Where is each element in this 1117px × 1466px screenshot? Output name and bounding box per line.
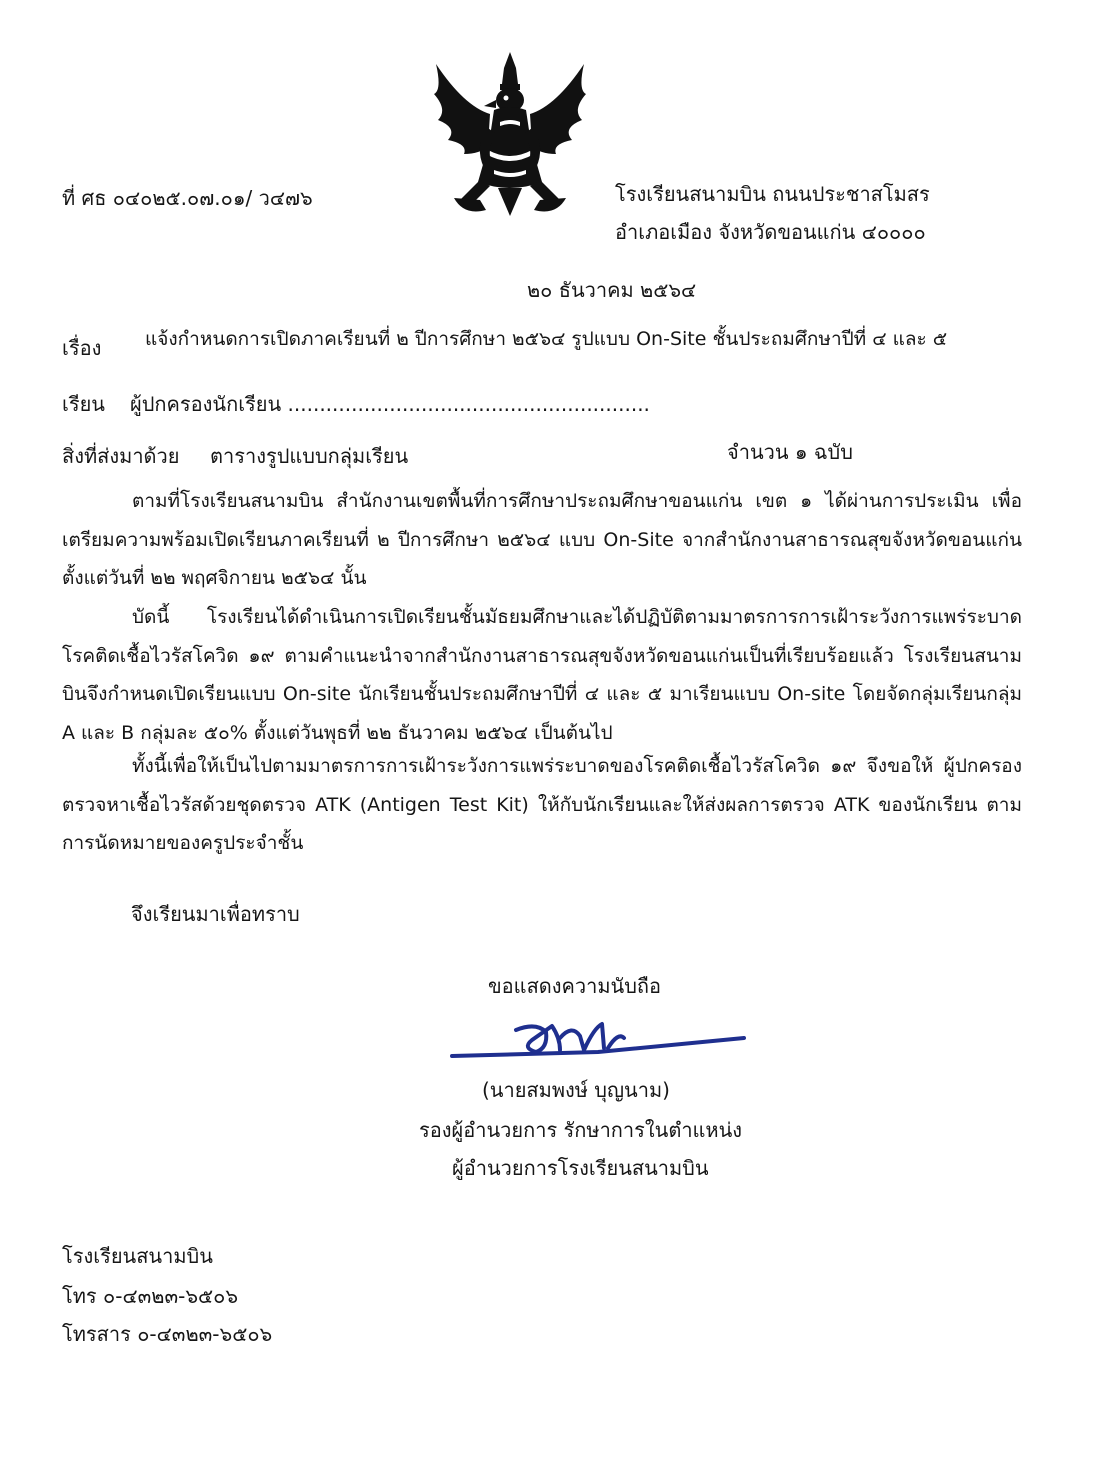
- school-address-line1: โรงเรียนสนามบิน ถนนประชาสโมสร: [615, 182, 930, 206]
- recipient-label: เรียน: [62, 392, 105, 416]
- footer-school: โรงเรียนสนามบิน: [62, 1244, 213, 1268]
- subject-text: แจ้งกำหนดการเปิดภาคเรียนที่ ๒ ปีการศึกษา ๒๕๖๔ รูปแบบ On-Site ชั้นประถมศึกษาปีที่ ๔ และ ๕: [145, 328, 948, 350]
- school-address-line2: อำเภอเมือง จังหวัดขอนแก่น ๔๐๐๐๐: [615, 220, 926, 244]
- enclosure-label: สิ่งที่ส่งมาด้วย: [62, 444, 180, 468]
- footer-phone: โทร ๐-๔๓๒๓-๖๕๐๖: [62, 1284, 239, 1308]
- subject-label: เรื่อง: [62, 336, 102, 360]
- recipient-text: ผู้ปกครองนักเรียน .........................................................: [130, 392, 650, 416]
- closing-line: จึงเรียนมาเพื่อทราบ: [131, 902, 300, 926]
- signer-position-1: รองผู้อำนวยการ รักษาการในตำแหน่ง: [419, 1118, 743, 1142]
- signer-name: (นายสมพงษ์ บุญนาม): [482, 1078, 670, 1102]
- reference-number: ที่ ศธ ๐๔๐๒๕.๐๗.๐๑/ ว๔๗๖: [62, 186, 313, 210]
- salutation: ขอแสดงความนับถือ: [488, 974, 662, 998]
- enclosure-text: ตารางรูปแบบกลุ่มเรียน: [210, 444, 409, 468]
- enclosure-count: จำนวน ๑ ฉบับ: [727, 440, 853, 464]
- handwritten-signature: [448, 1018, 748, 1066]
- letter-date: ๒๐ ธันวาคม ๒๕๖๔: [527, 278, 697, 302]
- signer-position-2: ผู้อำนวยการโรงเรียนสนามบิน: [452, 1156, 709, 1180]
- body-paragraph-3: ทั้งนี้เพื่อให้เป็นไปตามมาตรการการเฝ้าระวังการแพร่ระบาดของโรคติดเชื้อไวรัสโควิด ๑๙ จึงขอให้ ผู้ปกครองตรวจหาเชื้อไวรัสด้วยชุดตรวจ ATK (Antigen Test Kit) ให้กับนักเรียนและให้ส่งผลการตรวจ ATK ของนักเรียน ตามการนัดหมายของครูประจำชั้น: [62, 755, 1022, 854]
- garuda-emblem-icon: [424, 50, 596, 218]
- footer-fax: โทรสาร ๐-๔๓๒๓-๖๕๐๖: [62, 1322, 273, 1346]
- body-paragraph-1: ตามที่โรงเรียนสนามบิน สำนักงานเขตพื้นที่การศึกษาประถมศึกษาขอนแก่น เขต ๑ ได้ผ่านการประเมิน เพื่อเตรียมความพร้อมเปิดเรียนภาคเรียนที่ ๒ ปีการศึกษา ๒๕๖๔ แบบ On-Site จากสำนักงานสาธารณสุขจังหวัดขอนแก่น ตั้งแต่วันที่ ๒๒ พฤศจิกายน ๒๕๖๔ นั้น: [62, 490, 1022, 589]
- body-paragraph-2: บัดนี้ โรงเรียนได้ดำเนินการเปิดเรียนชั้นมัธยมศึกษาและได้ปฏิบัติตามมาตรการการเฝ้าระวังการแพร่ระบาดโรคติดเชื้อไวรัสโควิด ๑๙ ตามคำแนะนำจากสำนักงานสาธารณสุขจังหวัดขอนแก่นเป็นที่เรียบร้อยแล้ว โรงเรียนสนามบินจึงกำหนดเปิดเรียนแบบ On-site นักเรียนชั้นประถมศึกษาปีที่ ๔ และ ๕ มาเรียนแบบ On-site โดยจัดกลุ่มเรียนกลุ่ม A และ B กลุ่มละ ๕๐% ตั้งแต่วันพุธที่ ๒๒ ธันวาคม ๒๕๖๔ เป็นต้นไป: [62, 606, 1022, 744]
